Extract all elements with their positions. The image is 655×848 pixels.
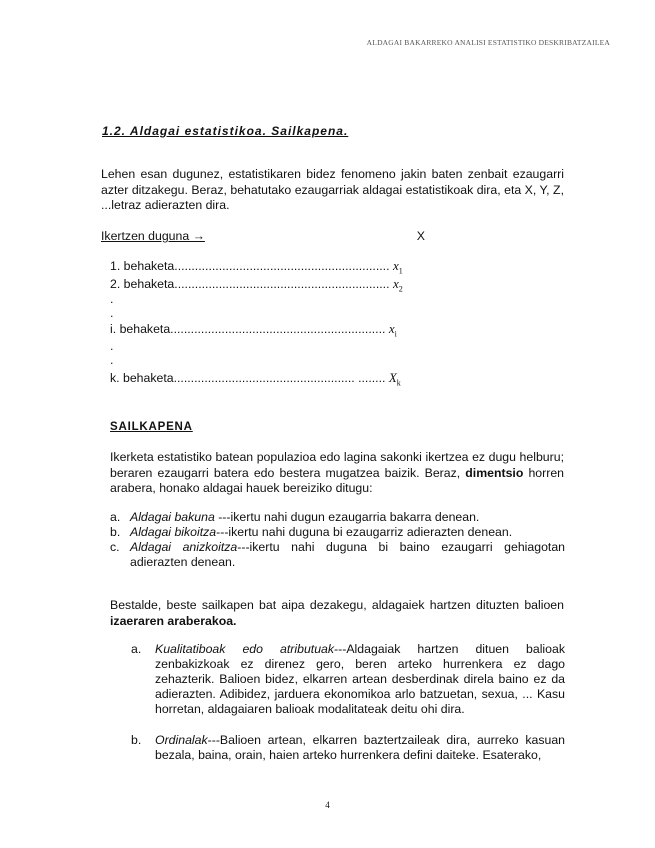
list-item: b. Ordinalak---Balioen artean, elkarren baztertzaileak dira, aurreko kasuan bezala, baina, orain, haien arteko hurrenkera defini daiteke. Esaterako, <box>131 733 565 762</box>
observation-table-heading <box>101 229 425 243</box>
intro-paragraph: Lehen esan dugunez, estatistikaren bidez fenomeno jakin baten zenbait ezaugarri azter ditzakegu. Beraz, behatutako ezaugarriak aldagai estatistikoak dira, eta X, Y, Z, ...letraz adierazten dira. <box>101 167 564 212</box>
row-variable: $X_k$ <box>388 370 401 388</box>
observation-row <box>110 276 403 294</box>
ellipsis-dot: . <box>110 292 114 306</box>
list-item: c. Aldagai anizkoitza---ikertu nahi duguna bi baino ezaugarri gehiagotan adierazten denean. <box>110 540 566 569</box>
section-title: 1.2. Aldagai estatistikoa. Sailkapena. <box>102 124 349 138</box>
observation-row <box>110 321 397 339</box>
row-variable: $x_1$ <box>392 258 403 276</box>
list-item: a. Aldagai bakuna ---ikertu nahi dugun ezaugarria bakarra denean. <box>110 510 480 524</box>
dimension-paragraph: Ikerketa estatistiko batean populazioa edo lagina sakonki ikertzea ez dugu helburu; beraren ezaugarri batera edo bestera mugatzea baizik. Beraz, dimentsio horren arabera, honako aldagai hauek bereiziko ditugu: <box>110 450 564 495</box>
ellipsis-dot: . <box>110 306 114 320</box>
table-heading-label: Ikertzen duguna → <box>101 229 205 243</box>
ellipsis-dot: . <box>110 339 114 353</box>
ellipsis-dot: . <box>110 353 114 367</box>
observation-row <box>110 370 401 388</box>
row-label: k. behaketa <box>110 371 174 385</box>
list-item: a. Kualitatiboak edo atributuak---Aldagaiak hartzen dituen balioak zenbakizkoak ez direnez gero, beren arteko hurrenkera ez dago zehazterik. Balioen bidez, elkarren artean desberdinak direla baino ez da adierazten. Adibidez, jarduera ekonomikoa arlo batzuetan, sexua, ... Kasu horretan, aldagaiaren balioak modalitateak deitu ohi dira. <box>131 642 565 716</box>
classification-heading: SAILKAPENA <box>110 421 193 433</box>
row-label: 2. behaketa <box>110 277 175 291</box>
row-dots: ............................................................... <box>174 277 390 291</box>
row-dots: ..................................................... ........ <box>173 371 386 385</box>
nature-paragraph: Bestalde, beste sailkapen bat aipa dezakegu, aldagaiek hartzen dituzten balioen izaeraren araberakoa. <box>110 598 564 628</box>
row-dots: ............................................................... <box>170 322 386 336</box>
running-header: ALDAGAI BAKARREKO ANALISI ESTATISTIKO DESKRIBATZAILEA <box>366 38 610 47</box>
row-dots: ............................................................... <box>174 259 390 273</box>
row-label: 1. behaketa <box>110 259 175 273</box>
list-item: b. Aldagai bikoitza---ikertu nahi duguna bi ezaugarriz adierazten denean. <box>110 525 513 539</box>
row-variable: $x_2$ <box>392 276 403 294</box>
page-number: 4 <box>325 800 330 810</box>
observation-row <box>110 258 403 276</box>
row-variable: $x_i$ <box>388 321 397 339</box>
table-heading-variable: X <box>416 229 425 243</box>
row-label: i. behaketa <box>110 322 171 336</box>
